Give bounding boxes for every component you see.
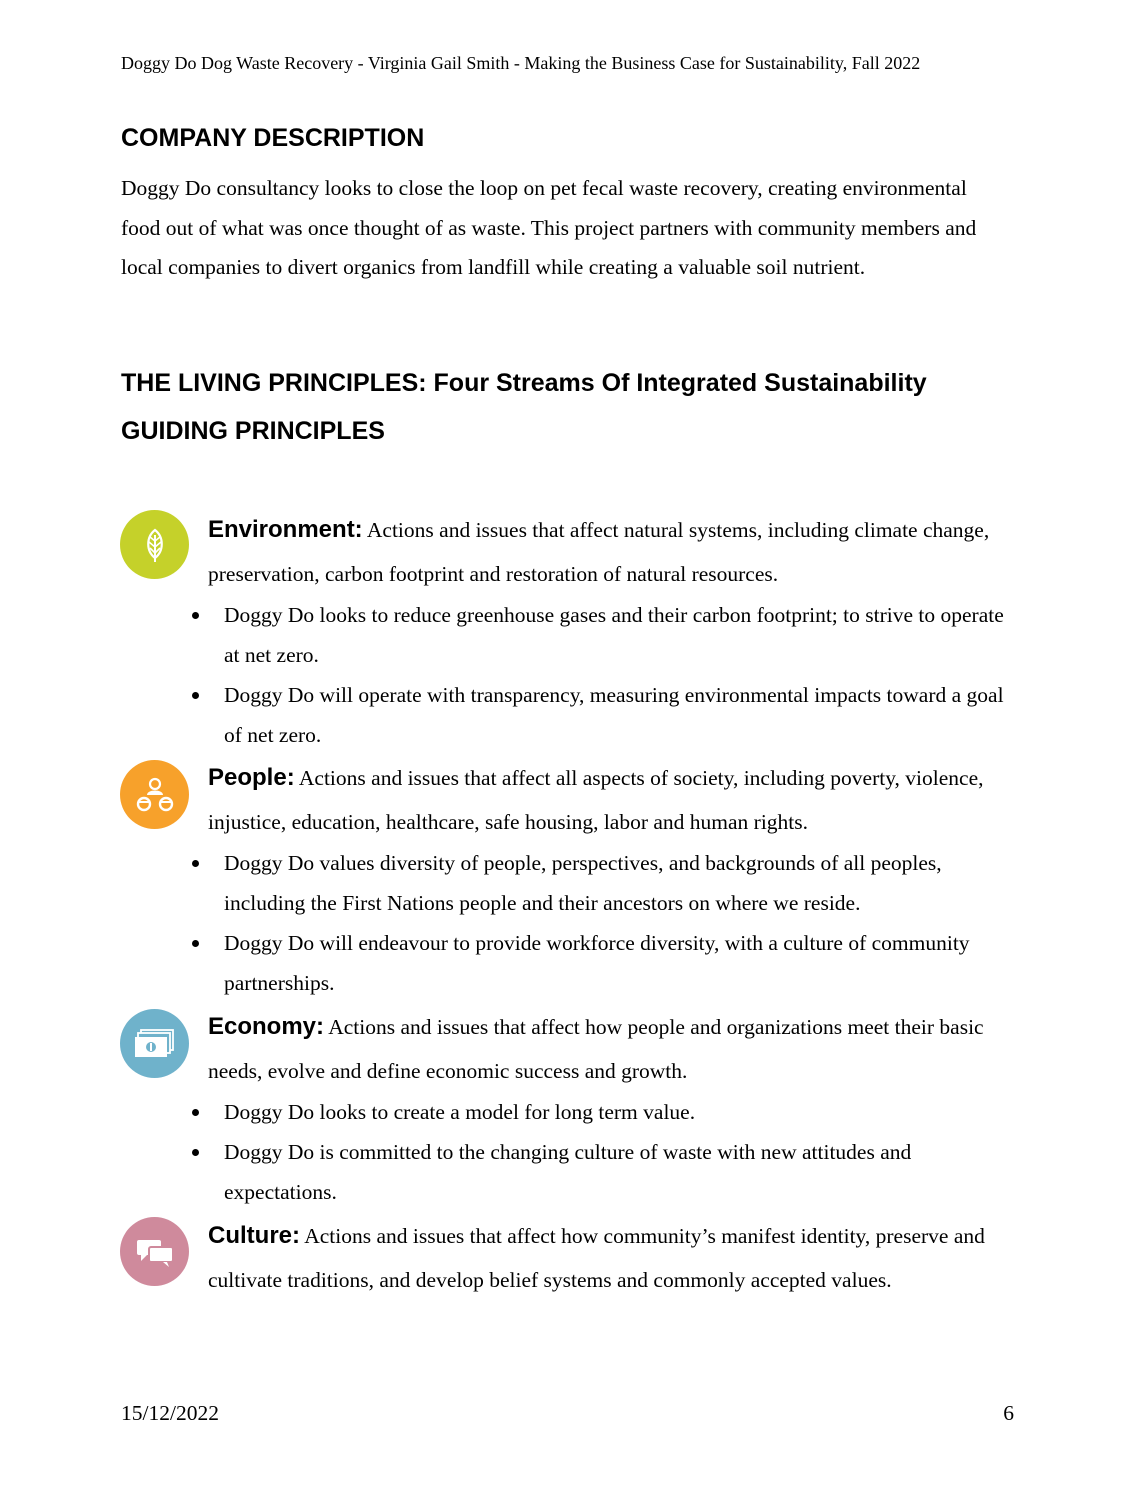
principle-title: Environment: [208, 516, 363, 543]
principle-environment-text [208, 508, 1018, 596]
list-item: Doggy Do looks to reduce greenhouse gases and their carbon footprint; to strive to operate at net zero. [190, 595, 1020, 675]
guiding-principles-heading: GUIDING PRINCIPLES [121, 417, 385, 445]
principle-economy-text [208, 1005, 1018, 1093]
principle-description: Actions and issues that affect natural systems, including climate change, preservation, carbon footprint and restoration of natural resources. [208, 518, 990, 586]
speech-bubbles-icon [120, 1217, 189, 1286]
money-icon [120, 1009, 189, 1078]
list-item: Doggy Do will operate with transparency, measuring environmental impacts toward a goal of net zero. [190, 675, 1020, 755]
principle-title: People: [208, 764, 295, 791]
list-item: Doggy Do will endeavour to provide workforce diversity, with a culture of community partnerships. [190, 923, 1020, 1003]
list-item: Doggy Do values diversity of people, perspectives, and backgrounds of all peoples, including the First Nations people and their ancestors on where we reside. [190, 843, 1020, 923]
principle-description: Actions and issues that affect how people and organizations meet their basic needs, evolve and define economic success and growth. [208, 1015, 984, 1083]
list-item: Doggy Do looks to create a model for long term value. [190, 1092, 1020, 1132]
principle-economy-bullets [190, 1092, 1020, 1212]
principle-title: Culture: [208, 1222, 300, 1249]
principle-description: Actions and issues that affect all aspects of society, including poverty, violence, injustice, education, healthcare, safe housing, labor and human rights. [208, 766, 984, 834]
people-icon [120, 760, 189, 829]
leaf-icon [120, 510, 189, 579]
list-item: Doggy Do is committed to the changing culture of waste with new attitudes and expectations. [190, 1132, 1020, 1212]
running-header: Doggy Do Dog Waste Recovery - Virginia Gail Smith - Making the Business Case for Sustainability, Fall 2022 [121, 53, 921, 73]
principle-people-text [208, 756, 1018, 844]
footer-date: 15/12/2022 [121, 1401, 219, 1425]
principle-environment-bullets [190, 595, 1020, 755]
principle-culture-text [208, 1214, 1018, 1302]
living-principles-heading: THE LIVING PRINCIPLES: Four Streams Of Integrated Sustainability [121, 369, 927, 397]
company-description-heading: COMPANY DESCRIPTION [121, 124, 425, 152]
principle-title: Economy: [208, 1013, 325, 1040]
company-description-text: Doggy Do consultancy looks to close the loop on pet fecal waste recovery, creating environmental food out of what was once thought of as waste. This project partners with community members and local companies to divert organics from landfill while creating a valuable soil nutrient. [121, 176, 977, 279]
principle-people-bullets [190, 843, 1020, 1003]
principle-description: Actions and issues that affect how community’s manifest identity, preserve and cultivate traditions, and develop belief systems and commonly accepted values. [208, 1224, 985, 1292]
page-number: 6 [1003, 1401, 1014, 1425]
